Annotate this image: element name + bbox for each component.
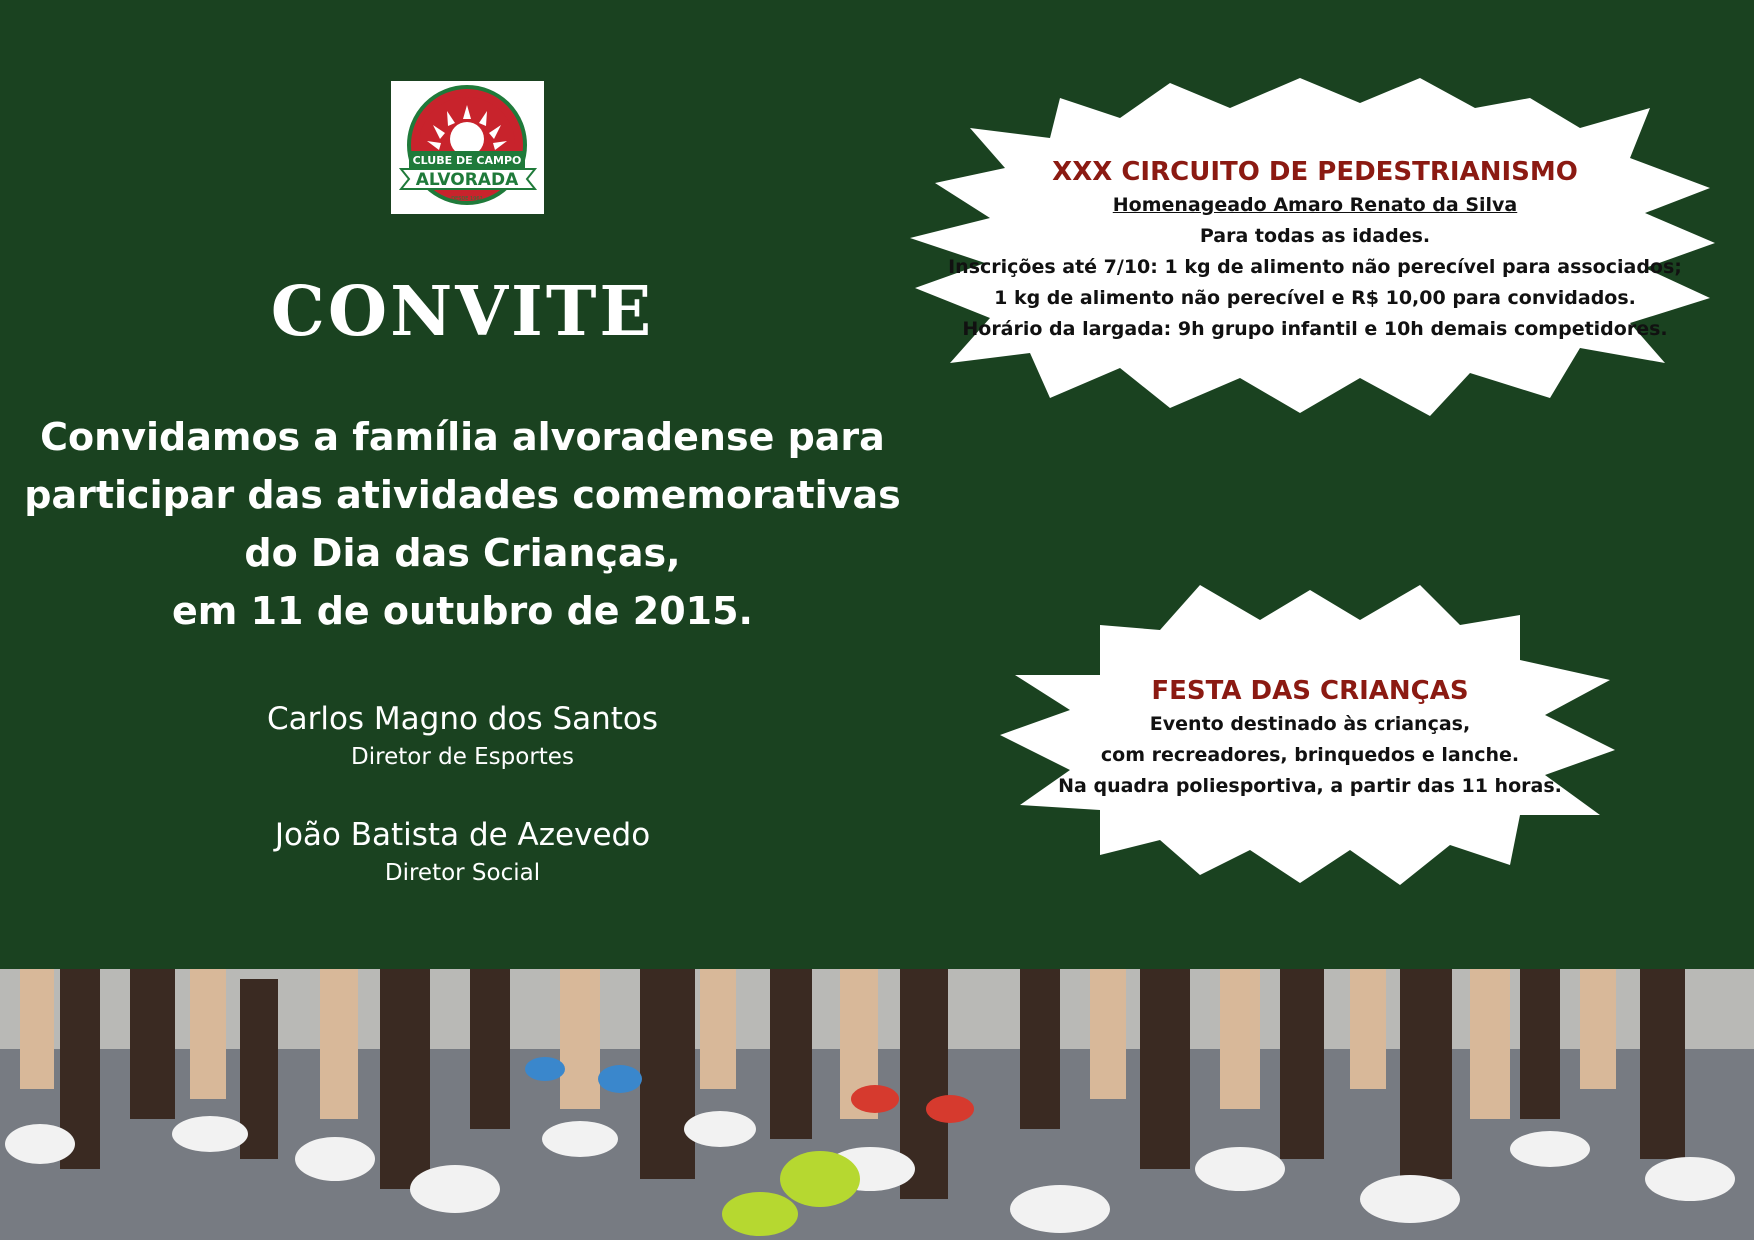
logo-name-text: ALVORADA bbox=[415, 170, 519, 190]
race-line: Para todas as idades. bbox=[1199, 225, 1431, 247]
club-logo bbox=[391, 81, 544, 214]
race-panel bbox=[910, 78, 1720, 418]
invitation-line: do Dia das Crianças, bbox=[244, 531, 681, 575]
runners-photo bbox=[0, 969, 1754, 1240]
party-line: Evento destinado às crianças, bbox=[1149, 713, 1471, 735]
party-line: Na quadra poliesportiva, a partir das 11 horas. bbox=[1058, 775, 1562, 797]
logo-since-text: DESDE 1962 bbox=[451, 196, 483, 202]
party-title: FESTA DAS CRIANÇAS bbox=[1151, 676, 1469, 706]
race-line: 1 kg de alimento não perecível e R$ 10,00 para convidados. bbox=[994, 287, 1636, 309]
party-panel bbox=[1000, 585, 1620, 885]
page-title: CONVITE bbox=[270, 272, 655, 352]
race-honoree: Homenageado Amaro Renato da Silva bbox=[1112, 194, 1518, 216]
invitation-line: Convidamos a família alvoradense para bbox=[40, 415, 885, 459]
signer-name: João Batista de Azevedo bbox=[274, 817, 651, 853]
sun-icon bbox=[391, 81, 544, 214]
race-line: Horário da largada: 9h grupo infantil e 10h demais competidores. bbox=[962, 318, 1668, 340]
race-text bbox=[910, 154, 1720, 345]
signer-name: Carlos Magno dos Santos bbox=[266, 701, 659, 737]
invitation-text bbox=[20, 408, 905, 640]
signer-role: Diretor de Esportes bbox=[351, 744, 574, 770]
party-text bbox=[1000, 673, 1620, 802]
signature-sports bbox=[0, 699, 925, 775]
party-line: com recreadores, brinquedos e lanche. bbox=[1100, 744, 1520, 766]
race-title: XXX CIRCUITO DE PEDESTRIANISMO bbox=[1052, 157, 1578, 187]
invitation-line: em 11 de outubro de 2015. bbox=[172, 589, 753, 633]
logo-top-text: CLUBE DE CAMPO bbox=[412, 154, 522, 167]
signature-social bbox=[0, 815, 925, 891]
invitation-line: participar das atividades comemorativas bbox=[24, 473, 901, 517]
signer-role: Diretor Social bbox=[384, 860, 541, 886]
runners-illustration bbox=[0, 969, 1754, 1240]
race-line: Inscrições até 7/10: 1 kg de alimento não perecível para associados; bbox=[948, 256, 1682, 278]
